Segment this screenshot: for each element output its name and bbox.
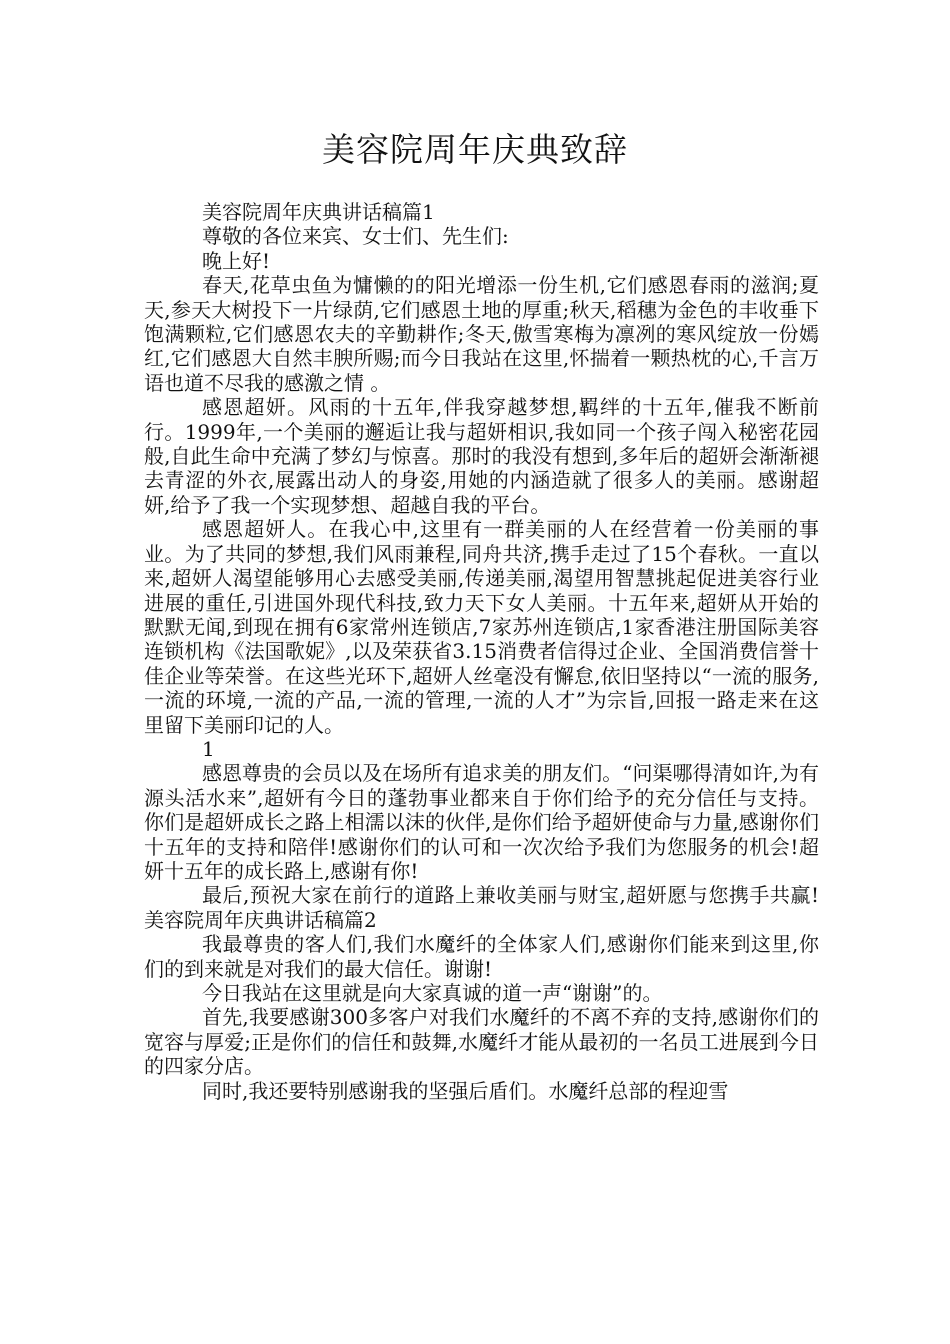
paragraph: 感恩超妍人。在我心中,这里有一群美丽的人在经营着一份美丽的事业。为了共同的梦想,我们风雨兼程,同舟共济,携手走过了15个春秋。一直以来,超妍人渴望能够用心去感受美丽,传递美丽,渴望用智慧挑起促进美容行业进展的重任,引进国外现代科技,致力天下女人美丽。十五年来,超妍从开始的默默无闻,到现在拥有6家常州连锁店,7家苏州连锁店,1家香港注册国际美容连锁机构《法国歌妮》,以及荣获省3.15消费者信得过企业、全国消费信誉十佳企业等荣誉。在这些光环下,超妍人丝毫没有懈怠,依旧坚持以“一流的服务,一流的环境,一流的产品,一流的管理,一流的人才”为宗旨,回报一路走来在这里留下美丽印记的人。 (144, 517, 819, 737)
document-body (144, 200, 819, 1103)
paragraph: 同时,我还要特别感谢我的坚强后盾们。水魔纤总部的程迎雪 (202, 1078, 729, 1103)
section-heading-1: 美容院周年庆典讲话稿篇1 (202, 200, 435, 224)
document-title: 美容院周年庆典致辞 (322, 130, 628, 169)
paragraph: 首先,我要感谢300多客户对我们水魔纤的不离不弃的支持,感谢你们的宽容与厚爱;正是你们的信任和鼓舞,水魔纤才能从最初的一名员工进展到今日的四家分店。 (144, 1005, 819, 1079)
greeting: 晚上好! (202, 248, 271, 273)
salutation: 尊敬的各位来宾、女士们、先生们: (202, 224, 509, 249)
paragraph: 春天,花草虫鱼为慵懒的的阳光增添一份生机,它们感恩春雨的滋润;夏天,参天大树投下一片绿荫,它们感恩土地的厚重;秋天,稻穗为金色的丰收垂下饱满颗粒,它们感恩农夫的辛勤耕作;冬天,傲雪寒梅为凛冽的寒风绽放一份嫣红,它们感恩大自然丰腴所赐;而今日我站在这里,怀揣着一颗热枕的心,千言万语也道不尽我的感激之情 。 (144, 273, 819, 395)
paragraph: 最后,预祝大家在前行的道路上兼收美丽与财宝,超妍愿与您携手共赢! 美容院周年庆典讲话稿篇2 (144, 883, 819, 932)
paragraph: 感恩尊贵的会员以及在场所有追求美的朋友们。“问渠哪得清如许,为有源头活水来”,超妍有今日的蓬勃事业都来自于你们给予的充分信任与支持。你们是超妍成长之路上相濡以沫的伙伴,是你们给予超妍使命与力量,感谢你们十五年的支持和陪伴!感谢你们的认可和一次次给予我们为您服务的机会!超妍十五年的成长路上,感谢有你! (144, 761, 819, 883)
paragraph: 感恩超妍。风雨的十五年,伴我穿越梦想,羁绊的十五年,催我不断前行。1999年,一个美丽的邂逅让我与超妍相识,我如同一个孩子闯入秘密花园般,自此生命中充满了梦幻与惊喜。那时的我没有想到,多年后的超妍会渐渐褪去青涩的外衣,展露出动人的身姿,用她的内涵造就了很多人的美丽。感谢超妍,给予了我一个实现梦想、超越自我的平台。 (144, 395, 819, 517)
paragraph: 我最尊贵的客人们,我们水魔纤的全体家人们,感谢你们能来到这里,你们的到来就是对我们的最大信任。谢谢! (144, 932, 819, 981)
paragraph: 今日我站在这里就是向大家真诚的道一声“谢谢”的。 (202, 981, 663, 1005)
page-number: 1 (202, 736, 215, 761)
